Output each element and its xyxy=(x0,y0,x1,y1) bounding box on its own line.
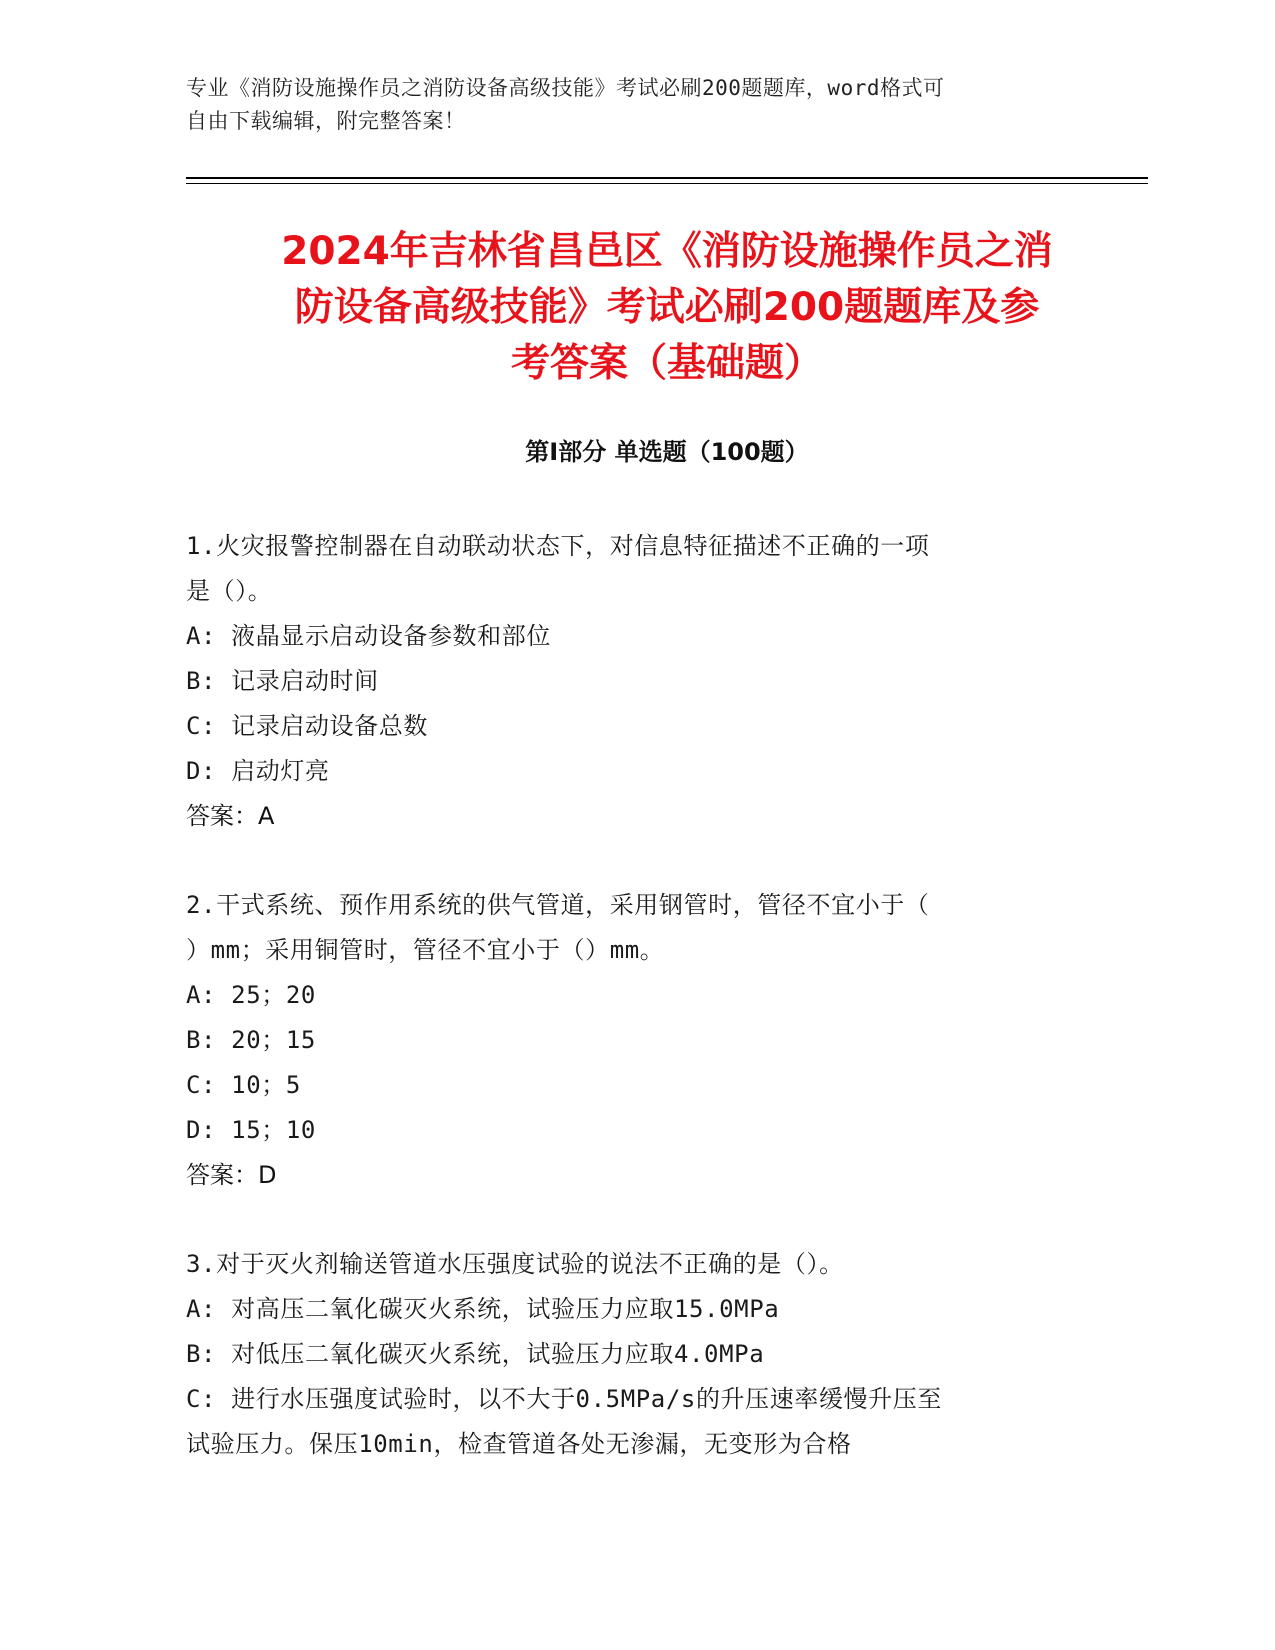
question-text: 是（）。 xyxy=(186,577,273,605)
question-item xyxy=(186,1242,1066,1467)
answer: 答案：D xyxy=(186,1161,277,1189)
question-text: 2.干式系统、预作用系统的供气管道，采用钢管时，管径不宜小于（ xyxy=(186,891,930,919)
section-title: 第I部分 单选题（100题） xyxy=(525,438,809,466)
option-d: D: 启动灯亮 xyxy=(186,757,330,785)
header-note-line: 专业《消防设施操作员之消防设备高级技能》考试必刷200题题库，word格式可 xyxy=(186,76,945,100)
question-text: 1.火灾报警控制器在自动联动状态下，对信息特征描述不正确的一项 xyxy=(186,532,930,560)
option-a: A: 对高压二氧化碳灭火系统，试验压力应取15.0MPa xyxy=(186,1295,780,1323)
option-c: C: 进行水压强度试验时，以不大于0.5MPa/s的升压速率缓慢升压至 xyxy=(186,1385,942,1413)
option-a: A: 液晶显示启动设备参数和部位 xyxy=(186,622,551,650)
option-b: B: 对低压二氧化碳灭火系统，试验压力应取4.0MPa xyxy=(186,1340,765,1368)
document-title xyxy=(186,224,1148,392)
option-c: C: 记录启动设备总数 xyxy=(186,712,428,740)
option-a: A: 25；20 xyxy=(186,981,316,1009)
option-c: C: 10；5 xyxy=(186,1071,301,1099)
question-list xyxy=(186,524,1066,1511)
header-note-line: 自由下载编辑，附完整答案！ xyxy=(186,109,466,133)
question-item xyxy=(186,524,1066,839)
question-item xyxy=(186,883,1066,1198)
option-d: D: 15；10 xyxy=(186,1116,316,1144)
header-note xyxy=(186,72,1066,138)
option-b: B: 20；15 xyxy=(186,1026,316,1054)
option-c-continued: 试验压力。保压10min，检查管道各处无渗漏，无变形为合格 xyxy=(186,1430,852,1458)
header-divider xyxy=(186,183,1148,184)
answer: 答案：A xyxy=(186,802,275,830)
document-title-line: 防设备高级技能》考试必刷200题题库及参 xyxy=(294,285,1040,330)
option-b: B: 记录启动时间 xyxy=(186,667,379,695)
document-title-line: 考答案（基础题） xyxy=(510,341,823,386)
question-text: 3.对于灭火剂输送管道水压强度试验的说法不正确的是（）。 xyxy=(186,1250,844,1278)
document-title-line: 2024年吉林省昌邑区《消防设施操作员之消 xyxy=(281,229,1053,274)
question-text: ）mm；采用铜管时，管径不宜小于（）mm。 xyxy=(186,936,665,964)
header-divider xyxy=(186,177,1148,179)
